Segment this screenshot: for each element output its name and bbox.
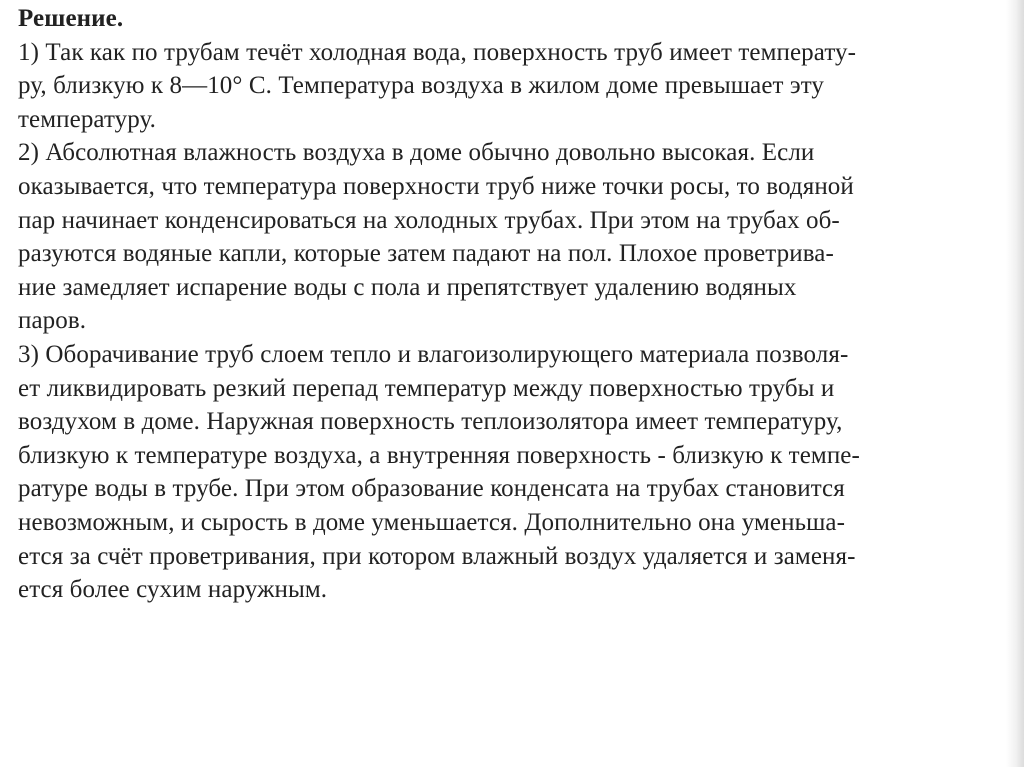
text-line: оказывается, что температура поверхности труб ниже точки росы, то водяной [18,172,854,200]
text-line: 3) Оборачивание труб слоем тепло и влагоизолирующего материала позволя- [18,340,849,368]
text-line: воздухом в доме. Наружная поверхность теплоизолятора имеет температуру, [18,408,843,436]
text-line: ние замедляет испарение воды с пола и препятствует удалению водяных [18,273,797,301]
text-line: ратуре воды в трубе. При этом образование конденсата на трубах становится [18,475,845,503]
solution-text-block [18,2,998,607]
page-edge-shadow [1006,0,1024,767]
text-line: 1) Так как по трубам течёт холодная вода, поверхность труб имеет температу- [18,38,857,66]
text-line: пар начинает конденсироваться на холодных трубах. При этом на трубах об- [18,206,840,234]
text-line: паров. [18,307,87,335]
text-line: температуру. [18,105,156,133]
text-line: близкую к температуре воздуха, а внутренняя поверхность - близкую к темпе- [18,441,860,469]
solution-heading: Решение. [18,5,124,32]
text-line: ется за счёт проветривания, при котором влажный воздух удаляется и заменя- [18,542,856,570]
text-line: разуются водяные капли, которые затем падают на пол. Плохое проветрива- [18,240,834,268]
text-line: 2) Абсолютная влажность воздуха в доме обычно довольно высокая. Если [18,139,815,167]
text-line: ру, близкую к 8—10° С. Температура воздуха в жилом доме превышает эту [18,72,825,100]
text-line: ется более сухим наружным. [18,576,328,604]
text-line: невозможным, и сырость в доме уменьшается. Дополнительно она уменьша- [18,508,846,536]
text-line: ет ликвидировать резкий перепад температур между поверхностью трубы и [18,374,835,402]
